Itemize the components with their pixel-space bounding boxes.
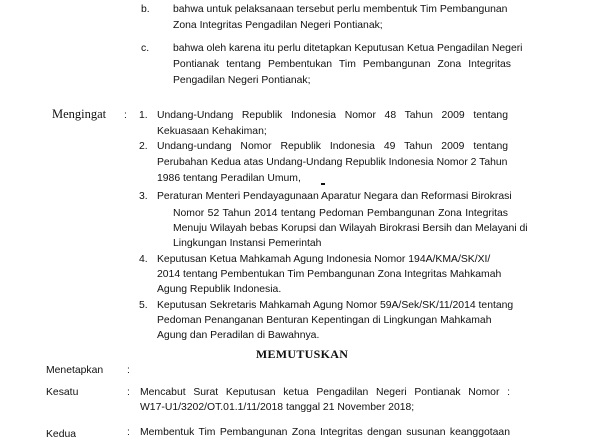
mengingat-item-line: Keputusan Sekretaris Mahkamah Agung Nomor 59A/Sek/SK/11/2014 tentang xyxy=(157,300,514,311)
mengingat-item-line: Peraturan Menteri Pendayagunaan Aparatur Negara dan Reformasi Birokrasi xyxy=(157,191,512,202)
consideration-b-letter: b. xyxy=(141,4,150,15)
kedua-colon: : xyxy=(127,427,130,438)
mengingat-item-line: Agung dan Peradilan di Bawahnya. xyxy=(157,330,320,341)
consideration-c-line-2: Pontianak tentang Pembentukan Tim Pembangunan Zona Integritas xyxy=(173,59,511,70)
mengingat-item-line: Perubahan Kedua atas Undang-Undang Republik Indonesia Nomor 2 Tahun xyxy=(157,157,508,168)
kesatu-colon: : xyxy=(127,387,130,398)
kedua-line-1: Membentuk Tim Pembangunan Zona Integritas dengan susunan keanggotaan xyxy=(140,427,510,438)
kesatu-line-1: Mencabut Surat Keputusan ketua Pengadilan Negeri Pontianak Nomor : xyxy=(140,387,510,398)
mengingat-item-line: Undang-undang Nomor Republik Indonesia 49 Tahun 2009 tentang xyxy=(157,141,508,152)
mengingat-item-line: Lingkungan Instansi Pemerintah xyxy=(173,238,322,249)
mengingat-item-number: 2. xyxy=(139,141,148,152)
menetapkan-colon: : xyxy=(127,365,130,376)
mengingat-item-number: 5. xyxy=(139,300,148,311)
mengingat-item-line: Agung Republik Indonesia. xyxy=(157,284,282,295)
kesatu-label: Kesatu xyxy=(46,387,79,398)
kesatu-line-2: W17-U1/3202/OT.01.1/11/2018 tanggal 21 November 2018; xyxy=(140,402,415,413)
consideration-b-line-2: Zona Integritas Pengadilan Negeri Pontianak; xyxy=(173,20,383,31)
mengingat-colon: : xyxy=(124,110,127,121)
mengingat-item-line: Keputusan Ketua Mahkamah Agung Indonesia Nomor 194A/KMA/SK/XI/ xyxy=(157,254,491,265)
mengingat-item-line: Pedoman Penanganan Benturan Kepentingan di Lingkungan Mahkamah xyxy=(157,315,492,326)
mengingat-item-line: 2014 tentang Pembentukan Tim Pembangunan Zona Integritas Mahkamah xyxy=(157,269,502,280)
kedua-label: Kedua xyxy=(46,429,77,440)
menetapkan-label: Menetapkan xyxy=(46,365,104,376)
consideration-c-line-3: Pengadilan Negeri Pontianak; xyxy=(173,75,311,86)
text-cursor xyxy=(321,183,325,185)
memutuskan-heading: MEMUTUSKAN xyxy=(255,347,349,361)
mengingat-item-line: Menuju Wilayah bebas Korupsi dan Wilayah Birokrasi Bersih dan Melayani di xyxy=(173,223,528,234)
mengingat-item-number: 3. xyxy=(139,191,148,202)
mengingat-item-line: 1986 tentang Peradilan Umum, xyxy=(157,173,301,184)
consideration-c-line-1: bahwa oleh karena itu perlu ditetapkan Keputusan Ketua Pengadilan Negeri xyxy=(173,43,523,54)
mengingat-item-line: Undang-Undang Republik Indonesia Nomor 48 Tahun 2009 tentang xyxy=(157,110,508,121)
mengingat-item-line: Nomor 52 Tahun 2014 tentang Pedoman Pembangunan Zona Integritas xyxy=(173,208,508,219)
mengingat-item-number: 4. xyxy=(139,254,148,265)
mengingat-item-number: 1. xyxy=(139,110,148,121)
mengingat-label: Mengingat xyxy=(52,107,107,121)
mengingat-item-line: Kekuasaan Kehakiman; xyxy=(157,126,267,137)
consideration-b-line-1: bahwa untuk pelaksanaan tersebut perlu membentuk Tim Pembangunan xyxy=(173,4,508,15)
consideration-c-letter: c. xyxy=(141,43,150,54)
